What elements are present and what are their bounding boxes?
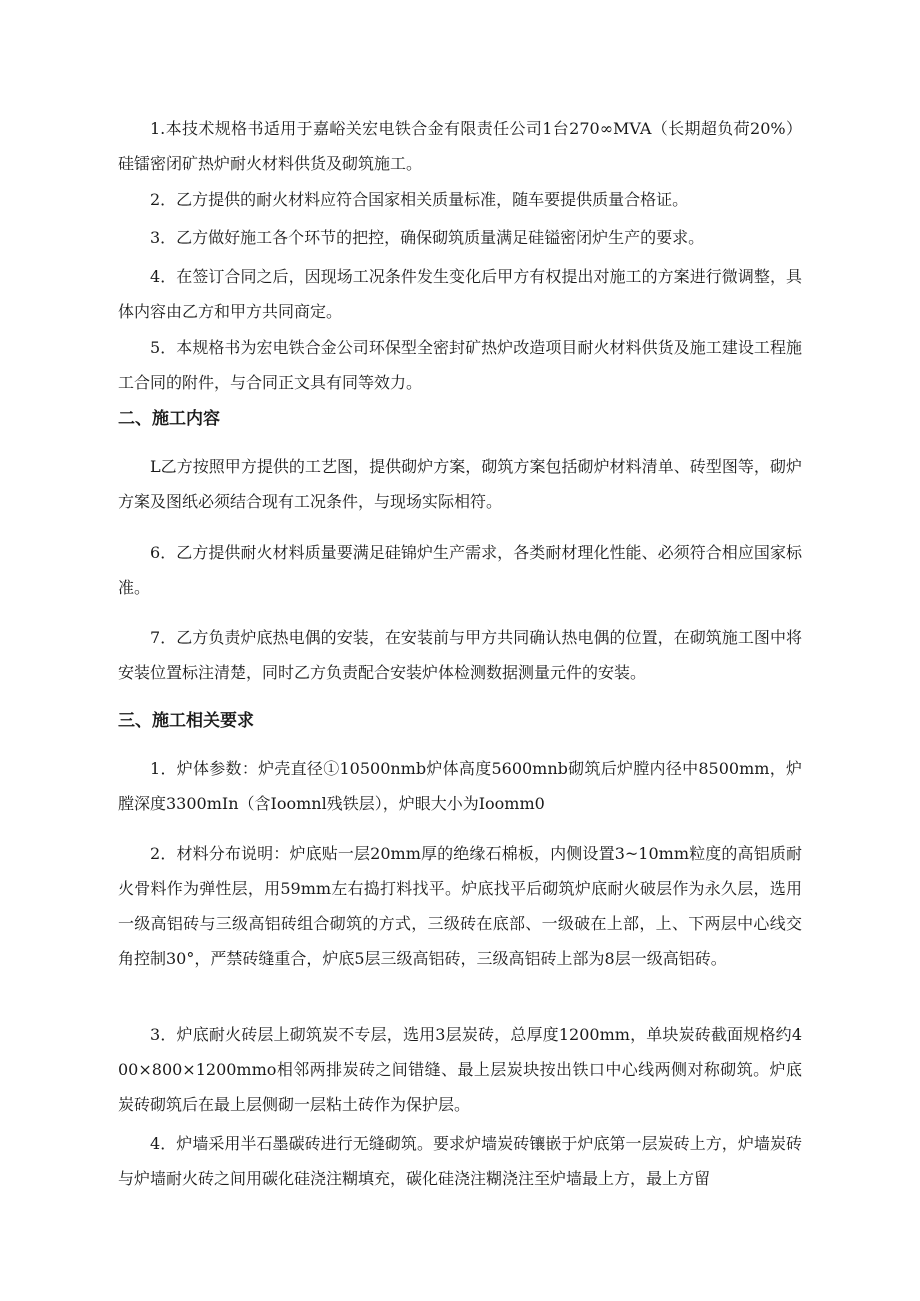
paragraph-3-2: 2．材料分布说明：炉底贴一层20mm厚的绝缘石棉板，内侧设置3~10mm粒度的高铝质耐火骨料作为弹性层，用59mm左右捣打料找平。炉底找平后砌筑炉底耐火破层作为永久层，选用一级高铝砖与三级高铝砖组合砌筑的方式，三级砖在底部、一级破在上部，上、下两层中心线交角控制30°，严禁砖缝重合，炉底5层三级高铝砖，三级高铝砖上部为8层一级高铝砖。	[118, 844, 802, 968]
section-heading-2: 二、施工内容	[118, 409, 220, 429]
section-heading-3: 三、施工相关要求	[118, 711, 254, 731]
paragraph-3-1: 1．炉体参数：炉壳直径①10500nmb炉体高度5600mnb砌筑后炉膛内径中8500mm，炉膛深度3300mIn（含Ioomnl残铁层），炉眼大小为Ioomm0	[118, 759, 802, 813]
paragraph-1-4: 4．在签订合同之后，因现场工况条件发生变化后甲方有权提出对施工的方案进行微调整，具体内容由乙方和甲方共同商定。	[118, 267, 802, 321]
paragraph-2-1: L乙方按照甲方提供的工艺图，提供砌炉方案，砌筑方案包括砌炉材料清单、砖型图等，砌炉方案及图纸必须结合现有工况条件，与现场实际相符。	[118, 457, 802, 511]
paragraph-2-3: 7．乙方负责炉底热电偶的安装，在安装前与甲方共同确认热电偶的位置，在砌筑施工图中将安装位置标注清楚，同时乙方负责配合安装炉体检测数据测量元件的安装。	[118, 628, 802, 682]
paragraph-1-2: 2．乙方提供的耐火材料应符合国家相关质量标准，随车要提供质量合格证。	[150, 190, 689, 209]
paragraph-3-3: 3．炉底耐火砖层上砌筑炭不专层，选用3层炭砖，总厚度1200mm，单块炭砖截面规格约400×800×1200mmo相邻两排炭砖之间错缝、最上层炭块按出铁口中心线两侧对称砌筑。炉底炭砖砌筑后在最上层侧砌一层粘土砖作为保护层。	[118, 1025, 802, 1114]
paragraph-3-4: 4．炉墙采用半石墨碳砖进行无缝砌筑。要求炉墙炭砖镶嵌于炉底第一层炭砖上方，炉墙炭砖与炉墙耐火砖之间用碳化硅浇注糊填充，碳化硅浇注糊浇注至炉墙最上方，最上方留	[118, 1134, 802, 1188]
paragraph-2-2: 6．乙方提供耐火材料质量要满足硅锦炉生产需求，各类耐材理化性能、必须符合相应国家标准。	[118, 543, 802, 597]
paragraph-1-3: 3．乙方做好施工各个环节的把控，确保砌筑质量满足硅镒密闭炉生产的要求。	[150, 228, 705, 247]
paragraph-1-5: 5．本规格书为宏电铁合金公司环保型全密封矿热炉改造项目耐火材料供货及施工建设工程施工合同的附件，与合同正文具有同等效力。	[118, 338, 802, 392]
paragraph-1-1: 1.本技术规格书适用于嘉峪关宏电铁合金有限责任公司1台270∞MVA（长期超负荷20%）硅镭密闭矿热炉耐火材料供货及砌筑施工。	[118, 119, 802, 173]
